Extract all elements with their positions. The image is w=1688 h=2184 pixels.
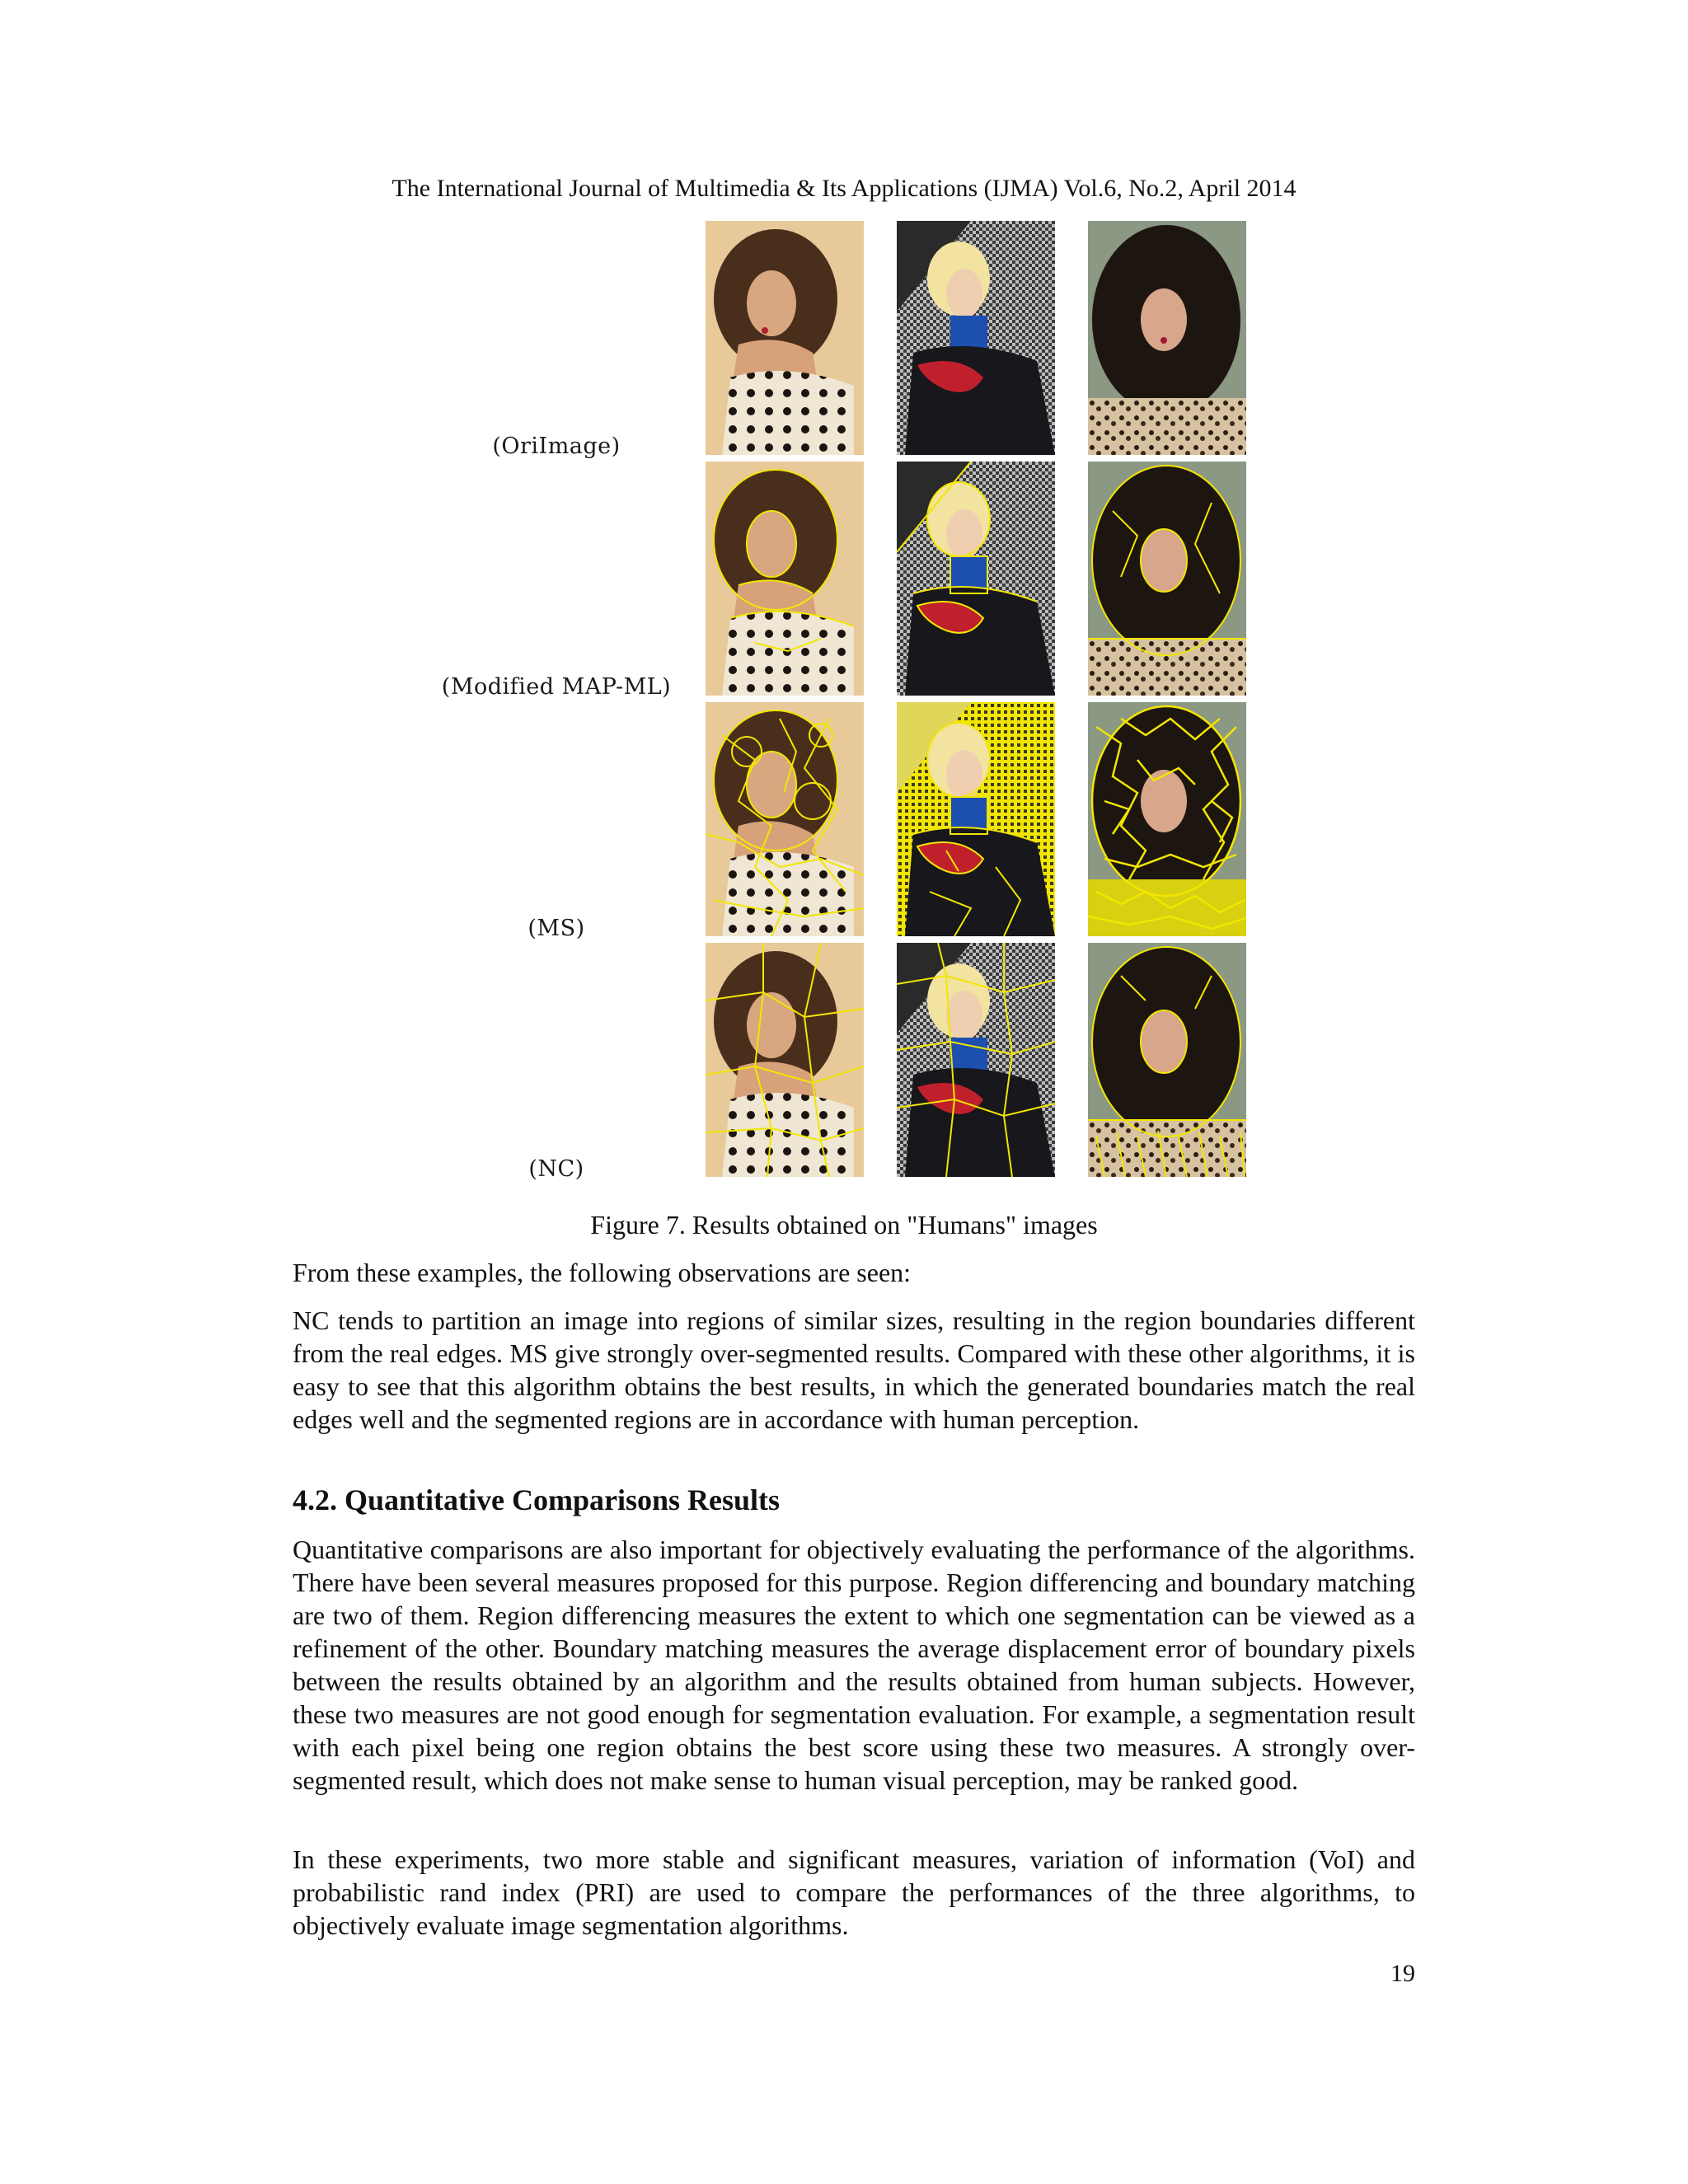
image-curly-hair-modified-map-ml [1088, 462, 1246, 696]
row-label-modified-map-ml: (Modified MAP-ML) [441, 674, 672, 700]
image-mannequin-ms [897, 702, 1055, 936]
image-mannequin-modified-map-ml [897, 462, 1055, 696]
image-mannequin-nc [897, 943, 1055, 1177]
image-curly-hair-ms [1088, 702, 1246, 936]
image-woman-dots-nc [706, 943, 864, 1177]
section-heading: 4.2. Quantitative Comparisons Results [293, 1483, 781, 1516]
row-label-ms: (MS) [528, 916, 585, 941]
image-curly-hair-nc [1088, 943, 1246, 1177]
running-header: The International Journal of Multimedia & Its Applications (IJMA) Vol.6, No.2, April 2014 [392, 175, 1296, 202]
image-woman-dots-original [706, 221, 864, 455]
image-woman-dots-modified-map-ml [706, 462, 864, 696]
intro-sentence: From these examples, the following observations are seen: [293, 1258, 912, 1287]
image-mannequin-original [897, 221, 1055, 455]
paragraph-quantitative: Quantitative comparisons are also important for objectively evaluating the performance of the algorithms. There have been several measures proposed for this purpose. Region differencing and boundary matching are two of them. Region differencing measures the extent to which one segmentation can be viewed as a refinement of the other. Boundary matching measures the average displacement error of boundary pixels between the results obtained by an algorithm and the results obtained from human subjects. However, these two measures are not good enough for segmentation evaluation. For example, a segmentation result with each pixel being one region obtains the best score using these two measures. A strongly over-segmented result, which does not make sense to human visual perception, may be ranked good. [293, 1535, 1415, 1795]
row-label-nc: (NC) [528, 1156, 584, 1182]
image-curly-hair-original [1088, 221, 1246, 455]
observation-paragraph: NC tends to partition an image into regions of similar sizes, resulting in the region boundaries different from the real edges. MS give strongly over-segmented results. Compared with these other algorithms, it is easy to see that this algorithm obtains the best results, in which the generated boundaries match the real edges well and the segmented regions are in accordance with human perception. [293, 1305, 1415, 1434]
paragraph-measures: In these experiments, two more stable and significant measures, variation of information (VoI) and probabilistic rand index (PRI) are used to compare the performances of the three algorithms, to objectively evaluate image segmentation algorithms. [293, 1844, 1415, 1940]
row-label-original: (OriImage) [492, 434, 621, 459]
figure-7 [429, 221, 1261, 1185]
figure-caption: Figure 7. Results obtained on "Humans" images [590, 1210, 1098, 1240]
image-woman-dots-ms [706, 702, 864, 936]
page-number: 19 [1390, 1960, 1415, 1987]
